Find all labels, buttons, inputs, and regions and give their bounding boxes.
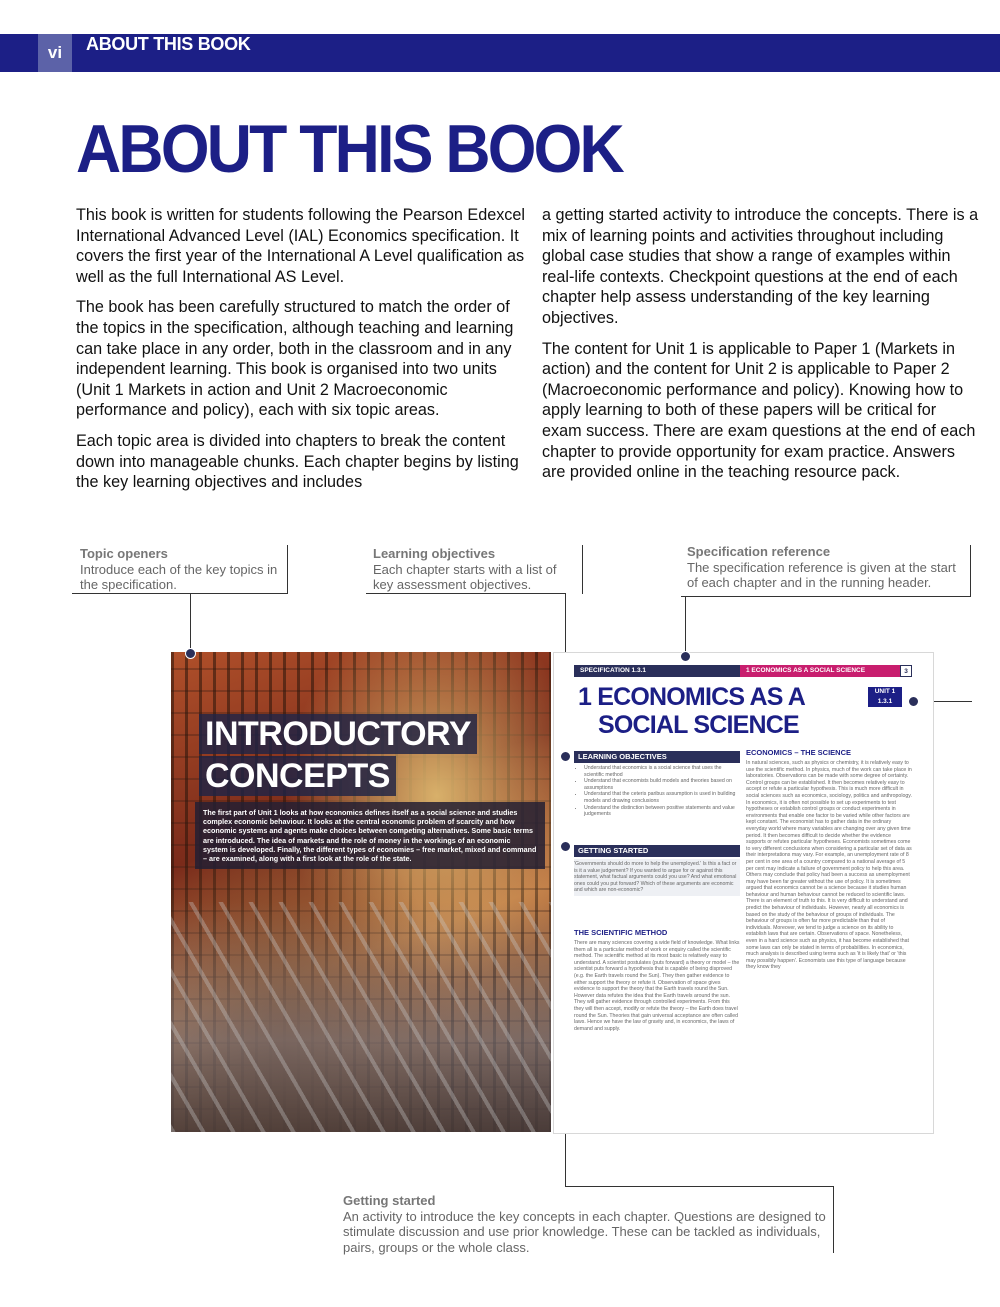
leader-line [833, 1186, 834, 1253]
scientific-method-text: There are many sciences covering a wide field of knowledge. What links them all is a particular method of work or enquiry called the scientific method. The scientific method at its most basic is relatively easy to understand. A scientist postulates (puts forward) a theory or model – the scientist puts forward a hypothesis that is capable of being disproved (e.g. the Earth travels round the Sun). They then gather evidence to either support the theory or refute it. Observation of space gives evidence to support the theory that the Earth travels round the Sun. However data refutes the idea that the Earth travels around the sun. They will gather evidence through controlled experiments. From this they will then accept, modify or refute the theory – the Earth does travel round the Sun. Theories that gain universal acceptance are often called laws. Hence we have the law of gravity and, in economics, the laws of demand and supply. [574, 940, 740, 1032]
list-item: • Understand that the ceteris paribus assumption is used in building models and drawing conclusions [584, 791, 740, 804]
intro-paragraph: The content for Unit 1 is applicable to Paper 1 (Markets in action) and the content for Unit 2 is applicable to Paper 2 (Macroeconomic performance and policy). Knowing how to apply learning to both of these papers will be critical for exam success. There are exam questions at the end of each chapter to provide opportunity for exam practice. Answers are provided online in the teaching resource pack. [542, 339, 976, 482]
intro-column-left [76, 205, 526, 503]
callout-body: The specification reference is given at the start of each chapter and in the running header. [687, 559, 956, 590]
list-item: • Understand that economics is a social science that uses the scientific method [584, 765, 740, 778]
header-bar [0, 34, 1000, 72]
leader-dot [908, 696, 919, 707]
unit-badge-line: UNIT 1 [874, 688, 896, 695]
intro-paragraph: This book is written for students following the Pearson Edexcel International Advanced Level (IAL) Economics specification. It covers the first year of the International A Level qualification as well as the full International AS Level. [76, 206, 525, 286]
list-item: • Understand the distinction between positive statements and value judgements [584, 805, 740, 818]
spec-label: SPECIFICATION 1.3.1 [580, 667, 646, 674]
callout-title: Topic openers [80, 546, 168, 561]
leader-dot [560, 841, 571, 852]
leader-line [190, 593, 191, 653]
leader-dot [680, 651, 691, 662]
leader-dot [560, 751, 571, 762]
industrial-photo [171, 902, 551, 1132]
intro-paragraph: a getting started activity to introduce the concepts. There is a mix of learning points and activities throughout including global case studies that show a range of examples within real-life contexts. Checkpoint questions at the end of each chapter help assess understanding of the key learning objectives. [542, 206, 979, 327]
topic-opener-title-line: CONCEPTS [199, 756, 396, 796]
chapter-title-line: 1 ECONOMICS AS A [578, 683, 806, 711]
topic-opener-title-line: INTRODUCTORY [199, 714, 477, 754]
chapter-page-number: 3 [900, 665, 912, 677]
scientific-method-head: THE SCIENTIFIC METHOD [574, 928, 668, 937]
topic-opener-page [171, 652, 551, 1132]
leader-line [582, 545, 583, 594]
running-head: ABOUT THIS BOOK [86, 34, 251, 54]
callout-body: Each chapter starts with a list of key assessment objectives. [373, 561, 557, 592]
list-item: • Understand that economists build models and theories based on assumptions [584, 778, 740, 791]
topic-opener-text: The first part of Unit 1 looks at how economics defines itself as a social science and studies complex economic behaviour. It looks at the central economic problem of scarcity and how economic systems and agents make choices between competing alternatives. Some basic terms are introduced. The idea of markets and the role of money in the workings of an economic system is developed. Finally, the different types of economies – free market, mixed and command – are examined, along with a first look at the role of the state. [195, 802, 545, 869]
economics-science-text: In natural sciences, such as physics or chemistry, it is relatively easy to use the scientific method. In physics, much of the work can take place in laboratories. Observations can be made with some degree of certainty. Control groups can be established. It then becomes relatively easy to accept or refute a particular hypothesis. This is much more difficult in social sciences such as economics, sociology, politics and anthropology. In economics, it is often not possible to set up experiments to test hypotheses or establish control groups or conduct experiments in environments that enable one factor to be varied while other factors are kept constant. The economist has to gather data in the ordinary everyday world where many variables are changing over any given time period. It then becomes difficult to decide whether the evidence supports or refutes particular hypotheses. Economists sometimes come to very different conclusions when considering a particular set of data as their interpretations may vary. For example, an unemployment rate of 8 per cent in one area of a country compared to a national average of 5 per cent may indicate a failure of government policy to help this area. Others may conclude that policy had been a success as unemployment may have been far greater without the use of policy. It is sometimes argued that economics cannot be a science because it studies human behaviour and human behaviour cannot be reduced to scientific laws. There is an element of truth to this. It is very difficult to understand and predict the behaviour of individuals. However, nearly all economics is based on the study of the behaviour of groups of individuals. The behaviour of groups is often far more predictable than that of individuals. Moreover, we tend to judge a science on its ability to establish laws that are certain. Observations of space. Nonetheless, even in a hard science such as physics, it has become established that some laws can only be stated in terms of probabilities. In economics, much analysis is described using terms such as 'it is likely that' or 'this may possibly happen'. Economists use this type of language because they know they [746, 760, 912, 971]
callout-body: An activity to introduce the key concepts in each chapter. Questions are designed to stimulate discussion and use prior knowledge. These can be tackled as individuals, pairs, groups or the whole class. [343, 1208, 826, 1255]
chapter-title [578, 683, 805, 739]
leader-line [72, 593, 288, 594]
intro-paragraph: Each topic area is divided into chapters to break the content down into manageable chunks. Each chapter begins by listing the key learning objectives and includes [76, 431, 519, 492]
intro-column-right [542, 205, 980, 493]
callout-title: Getting started [343, 1193, 436, 1208]
leader-line [287, 545, 288, 594]
topic-opener-title [199, 714, 477, 798]
callout-title: Learning objectives [373, 546, 496, 561]
callout-specification-reference [687, 544, 969, 591]
unit-badge-line: 1.3.1 [877, 698, 893, 705]
learning-objectives-head: LEARNING OBJECTIVES [574, 751, 740, 763]
chapter-running-header: 1 ECONOMICS AS A SOCIAL SCIENCE [740, 665, 900, 677]
leader-line [970, 545, 971, 597]
intro-paragraph: The book has been carefully structured to match the order of the topics in the specification, although teaching and learning can take place in any order, both in the classroom and in any independent learning. This book is organised into two units (Unit 1 Markets in action and Unit 2 Macroeconomic performance and policy), each with six topic areas. [76, 298, 514, 420]
leader-line [681, 596, 971, 597]
leader-dot [185, 648, 196, 659]
learning-objectives-list [574, 765, 740, 818]
callout-getting-started [343, 1193, 833, 1255]
leader-line [685, 596, 686, 656]
callout-learning-objectives [373, 546, 573, 593]
economics-science-head: ECONOMICS – THE SCIENCE [746, 748, 852, 757]
callout-topic-openers [80, 546, 280, 593]
getting-started-text: 'Governments should do more to help the unemployed.' Is this a fact or is it a value judgement? If you wanted to argue for or against this statement, what factual arguments could you use? And what emotional ones could you put forward? Which of these arguments are economic and which are non-economic? [574, 859, 740, 896]
unit-badge [868, 687, 902, 707]
chapter-page [553, 652, 934, 1134]
leader-line [565, 1186, 834, 1187]
page-number: vi [38, 34, 72, 72]
chapter-title-line: SOCIAL SCIENCE [598, 711, 799, 739]
getting-started-head: GETTING STARTED [574, 845, 740, 857]
callout-title: Specification reference [687, 544, 831, 559]
spec-running-header [574, 665, 912, 677]
leader-line [366, 593, 566, 594]
page-title: ABOUT THIS BOOK [76, 111, 622, 187]
callout-body: Introduce each of the key topics in the specification. [80, 561, 278, 592]
